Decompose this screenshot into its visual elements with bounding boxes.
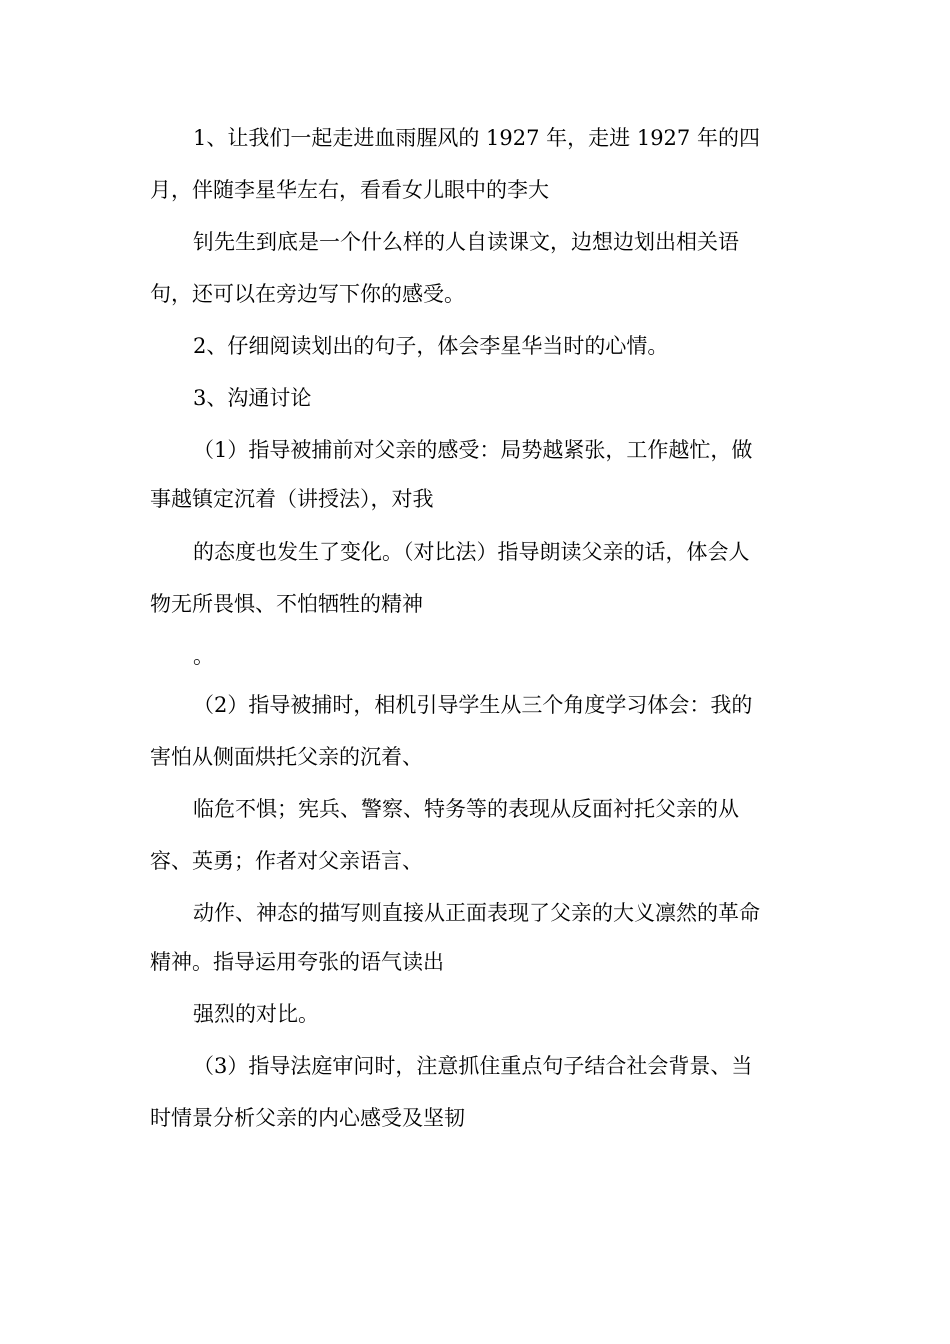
text-line: 临危不惧；宪兵、警察、特务等的表现从反面衬托父亲的从 — [193, 797, 739, 821]
text-line: 害怕从侧面烘托父亲的沉着、 — [150, 745, 423, 769]
text-line: 容、英勇；作者对父亲语言、 — [150, 849, 423, 873]
text-line: 的态度也发生了变化。（对比法）指导朗读父亲的话，体会人 — [193, 540, 750, 564]
text-line: 钊先生到底是一个什么样的人自读课文，边想边划出相关语 — [193, 230, 739, 254]
text-line: （3）指导法庭审问时，注意抓住重点句子结合社会背景、当 — [193, 1054, 753, 1078]
text-line: 物无所畏惧、不怕牺牲的精神 — [150, 592, 423, 616]
text-line: 。 — [193, 644, 214, 668]
text-line: 强烈的对比。 — [193, 1002, 319, 1026]
text-line: 精神。指导运用夸张的语气读出 — [150, 950, 444, 974]
text-line: 月，伴随李星华左右，看看女儿眼中的李大 — [150, 178, 549, 202]
text-line: 1、让我们一起走进血雨腥风的 1927 年，走进 1927 年的四 — [193, 126, 760, 150]
text-line: （1）指导被捕前对父亲的感受：局势越紧张，工作越忙，做 — [193, 438, 753, 462]
text-line: 时情景分析父亲的内心感受及坚韧 — [150, 1106, 465, 1130]
text-line: （2）指导被捕时，相机引导学生从三个角度学习体会：我的 — [193, 693, 753, 717]
text-line: 3、沟通讨论 — [193, 386, 312, 410]
text-line: 事越镇定沉着（讲授法），对我 — [150, 487, 434, 511]
text-line: 动作、神态的描写则直接从正面表现了父亲的大义凛然的革命 — [193, 901, 760, 925]
text-line: 2、仔细阅读划出的句子，体会李星华当时的心情。 — [193, 334, 669, 358]
text-line: 句，还可以在旁边写下你的感受。 — [150, 282, 465, 306]
